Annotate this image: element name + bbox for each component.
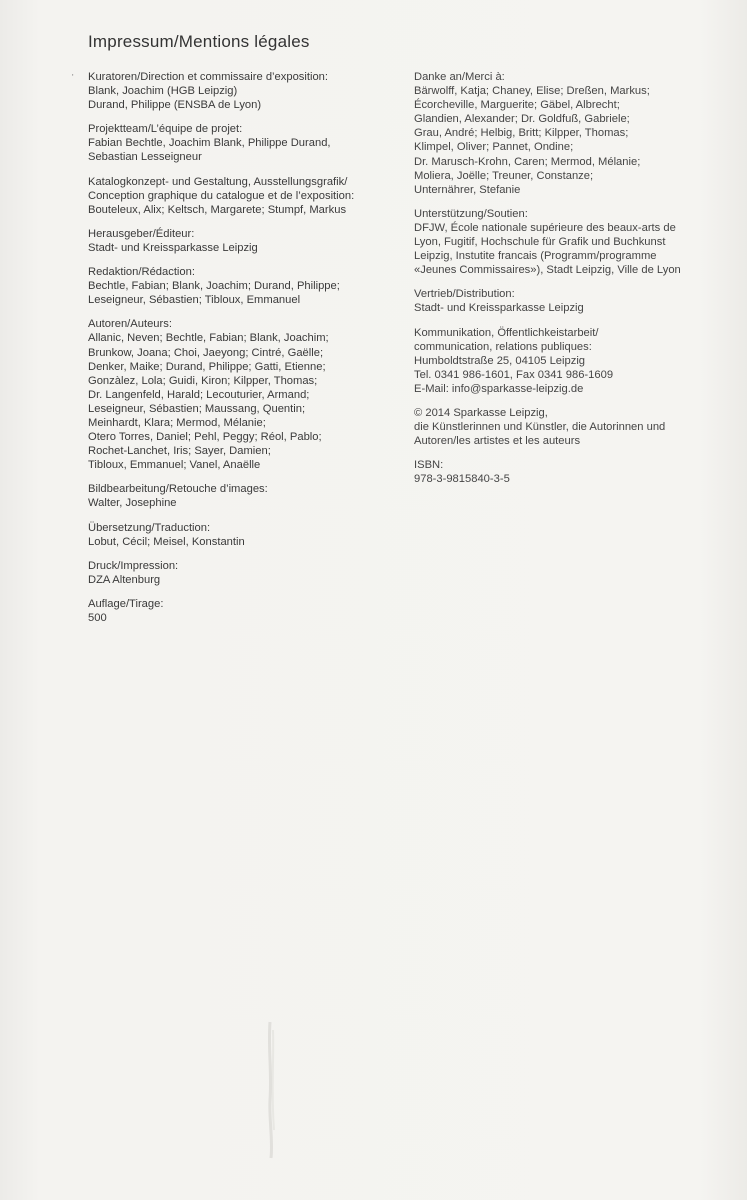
block-line: «Jeunes Commissaires»), Stadt Leipzig, Ville de Lyon [414,264,681,277]
block-line: Blank, Joachim (HGB Leipzig) [88,85,238,98]
block-line: Denker, Maike; Durand, Philippe; Gatti, Etienne; [88,360,326,373]
block-heading: Katalogkonzept- und Gestaltung, Ausstellungsgrafik/ [88,175,348,188]
credit-block-image-editing [88,482,388,510]
block-heading: Auflage/Tirage: [88,597,164,610]
left-column [88,70,388,635]
block-line: Tibloux, Emmanuel; Vanel, Anaëlle [88,459,261,472]
block-line: Rochet-Lanchet, Iris; Sayer, Damien; [88,445,271,458]
block-heading: Unterstützung/Soutien: [414,207,528,220]
block-line: Glandien, Alexander; Dr. Goldfuß, Gabriele; [414,113,630,126]
block-heading: Redaktion/Rédaction: [88,266,195,279]
block-line: Otero Torres, Daniel; Pehl, Peggy; Réol, Pablo; [88,431,322,444]
block-line: Fabian Bechtle, Joachim Blank, Philippe Durand, [88,137,331,150]
block-line: Durand, Philippe (ENSBA de Lyon) [88,99,262,112]
block-line: Bärwolff, Katja; Chaney, Elise; Dreßen, Markus; [414,85,650,98]
block-heading: Kuratoren/Direction et commissaire d’exposition: [88,71,329,83]
block-line: Unternährer, Stefanie [414,183,521,196]
credit-block-support [414,207,724,277]
credit-block-authors [88,317,388,472]
paper-streak [262,1020,282,1160]
block-line: Bechtle, Fabian; Blank, Joachim; Durand, Philippe; [88,280,340,293]
block-line: communication, relations publiques: [414,340,592,353]
block-line: Allanic, Neven; Bechtle, Fabian; Blank, Joachim; [88,332,329,345]
block-line: Stadt- und Kreissparkasse Leipzig [414,302,584,315]
block-heading: © 2014 Sparkasse Leipzig, [414,406,548,419]
block-line: die Künstlerinnen und Künstler, die Autorinnen und [414,421,666,434]
block-line: DFJW, École nationale supérieure des beaux-arts de [414,221,676,234]
block-heading: Danke an/Merci à: [414,71,505,83]
block-line: Leseigneur, Sébastien; Tibloux, Emmanuel [88,294,301,307]
credit-block-curators [88,70,388,112]
credit-block-printing [88,559,388,587]
credit-block-project-team [88,122,388,164]
block-line: Lyon, Fugitif, Hochschule für Grafik und Buchkunst [414,236,666,249]
block-line: Tel. 0341 986-1601, Fax 0341 986-1609 [414,368,614,381]
block-heading: ISBN: [414,459,444,472]
block-line: Dr. Marusch-Krohn, Caren; Mermod, Mélanie; [414,155,641,168]
block-line: Sebastian Lesseigneur [88,151,202,164]
block-line: Stadt- und Kreissparkasse Leipzig [88,241,258,254]
block-heading: Druck/Impression: [88,559,179,572]
block-line: Klimpel, Oliver; Pannet, Ondine; [414,141,574,154]
block-line: Brunkow, Joana; Choi, Jaeyong; Cintré, Gaëlle; [88,346,324,359]
block-line: Walter, Josephine [88,497,177,510]
credit-block-copyright [414,406,724,448]
credit-block-isbn [414,458,724,486]
block-heading: Autoren/Auteurs: [88,318,172,331]
block-line: Leipzig, Instutite francais (Programm/programme [414,250,657,263]
credit-block-distribution [414,287,724,315]
block-line: E-Mail: info@sparkasse-leipzig.de [414,382,584,395]
block-line: Bouteleux, Alix; Keltsch, Margarete; Stumpf, Markus [88,203,347,216]
block-line: Gonzàlez, Lola; Guidi, Kiron; Kilpper, Thomas; [88,374,318,387]
block-heading: Projektteam/L’équipe de projet: [88,123,243,136]
credit-block-translation [88,521,388,549]
block-line: 500 [88,612,107,624]
credit-block-publisher [88,227,388,255]
block-line: Moliera, Joëlle; Treuner, Constanze; [414,169,594,182]
block-line: 978-3-9815840-3-5 [414,473,510,486]
block-line: Conception graphique du catalogue et de l’exposition: [88,189,355,202]
block-line: Écorcheville, Marguerite; Gäbel, Albrecht; [414,99,620,112]
block-heading: Herausgeber/Éditeur: [88,227,195,240]
credit-block-thanks [414,70,724,197]
block-line: Dr. Langenfeld, Harald; Lecouturier, Armand; [88,388,310,401]
block-line: DZA Altenburg [88,573,161,586]
page-title: Impressum/Mentions légales [88,32,310,51]
credit-block-communication [414,326,724,396]
block-line: Grau, André; Helbig, Britt; Kilpper, Thomas; [414,127,629,140]
block-line: Humboldtstraße 25, 04105 Leipzig [414,354,586,367]
margin-mark: ' [72,73,74,82]
block-heading: Bildbearbeitung/Retouche d’images: [88,483,268,496]
credit-block-editing [88,265,388,307]
credit-block-edition [88,597,388,625]
credit-block-design [88,175,388,217]
right-column [414,70,724,496]
block-heading: Übersetzung/Traduction: [88,521,211,534]
block-line: Leseigneur, Sébastien; Maussang, Quentin; [88,402,306,415]
block-heading: Vertrieb/Distribution: [414,288,515,301]
block-heading: Kommunikation, Öffentlichkeistarbeit/ [414,326,599,339]
block-line: Lobut, Cécil; Meisel, Konstantin [88,535,245,548]
block-line: Meinhardt, Klara; Mermod, Mélanie; [88,416,266,429]
block-line: Autoren/les artistes et les auteurs [414,435,581,448]
